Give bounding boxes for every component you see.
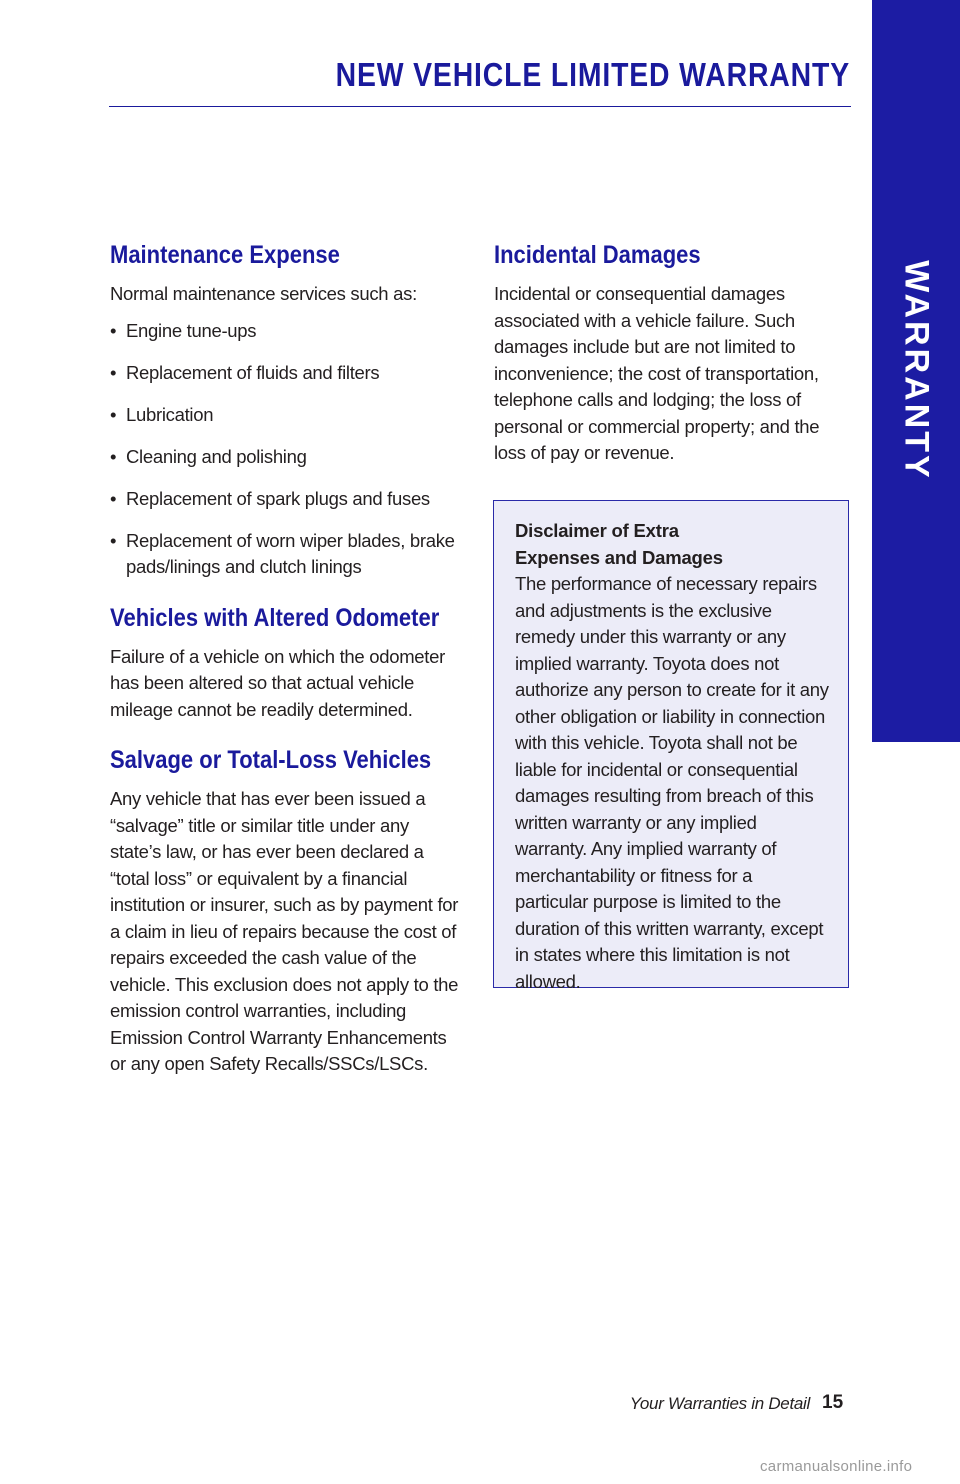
left-column (110, 238, 460, 1078)
side-tab-label: WARRANTY (897, 259, 936, 481)
salvage-heading: Salvage or Total-Loss Vehicles (110, 746, 432, 774)
maintenance-heading: Maintenance Expense (110, 241, 340, 269)
page-number: 15 (822, 1392, 844, 1413)
disclaimer-box (493, 500, 849, 992)
list-item: • Cleaning and polishing (110, 444, 460, 471)
side-tab-label-wrap (872, 259, 960, 481)
right-column (494, 238, 834, 467)
incidental-text: Incidental or consequential damages associated with a vehicle failure. Such damages include but are not limited to inconvenience; the cost of transportation, telephone calls and lodging; the loss of personal or commercial property; and the loss of pay or revenue. (494, 283, 820, 463)
list-item: • Replacement of worn wiper blades, brake pads/linings and clutch linings (110, 528, 460, 581)
maintenance-intro: Normal maintenance services such as: (110, 283, 417, 304)
odometer-heading: Vehicles with Altered Odometer (110, 603, 440, 632)
disclaimer-heading-line2: Expenses and Damages (515, 547, 723, 568)
watermark: carmanualsonline.info (760, 1458, 913, 1475)
footer-section-label: Your Warranties in Detail (629, 1394, 810, 1413)
disclaimer-heading-line1: Disclaimer of Extra (515, 520, 679, 541)
page-title: NEW VEHICLE LIMITED WARRANTY (335, 56, 851, 93)
list-item: • Engine tune-ups (110, 318, 460, 345)
list-item: • Replacement of spark plugs and fuses (110, 486, 460, 513)
list-item: • Replacement of fluids and filters (110, 360, 460, 387)
list-item: • Lubrication (110, 402, 460, 429)
salvage-text: Any vehicle that has ever been issued a “salvage” title or similar title under any state’s law, or has ever been declared a “total loss” or equivalent by a financial institution or insurer, such as by payment for a claim in lieu of repairs because the cost of repairs exceeded the cash value of the vehicle. This exclusion does not apply to the emission control warranties, including Emission Control Warranty Enhancements or any open Safety Recalls/SSCs/LSCs. (110, 788, 459, 1074)
disclaimer-text: The performance of necessary repairs and adjustments is the exclusive remedy under this warranty or any implied warranty. Toyota does not authorize any person to create for it any other obligation or liability in connection with this vehicle. Toyota shall not be liable for incidental or consequential damages resulting from breach of this written warranty or any implied warranty. Any implied warranty of merchantability or fitness for a particular purpose is limited to the duration of this written warranty, except in states where this limitation is not allowed. (515, 573, 829, 992)
odometer-text: Failure of a vehicle on which the odometer has been altered so that actual vehicle mileage cannot be readily determined. (110, 645, 445, 720)
title-divider (109, 106, 851, 107)
incidental-heading: Incidental Damages (494, 241, 701, 269)
maintenance-list (110, 318, 460, 581)
